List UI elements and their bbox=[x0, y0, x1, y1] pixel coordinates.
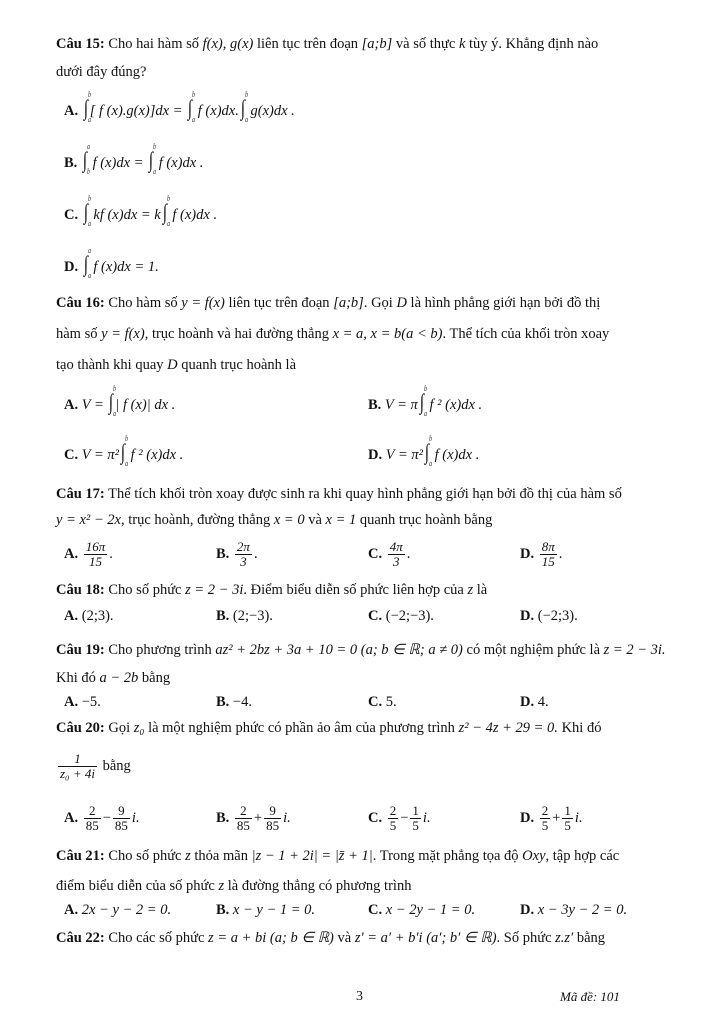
q15-option-a: A. ∫ b a [ f (x).g(x)]dx = ∫ b a f (x)dx.∫ b a g(x)dx . bbox=[64, 90, 295, 124]
q19-option-b: B. −4. bbox=[216, 694, 252, 710]
q15-option-b: B. ∫ a b f (x)dx = ∫ b a f (x)dx . bbox=[64, 142, 204, 176]
q20-stem: Câu 20: Gọi z₀ là một nghiệm phức có phần ảo âm của phương trình z² − 4z + 29 = 0. Khi đó bbox=[56, 720, 602, 736]
q19-option-c: C. 5. bbox=[368, 694, 397, 710]
page-number: 3 bbox=[356, 989, 363, 1004]
q17-option-b: B. $\frac{2\pi}{3}$ . bbox=[216, 539, 258, 569]
q20-option-c: C. $\frac{2}{5}$ − $\frac{1}{5}$ i. bbox=[368, 803, 431, 833]
q18-stem: Câu 18: Cho số phức z = 2 − 3i. Điểm biểu diễn số phức liên hợp của z là bbox=[56, 582, 488, 598]
q16-stem-line3: tạo thành khi quay D quanh trục hoành là bbox=[56, 357, 297, 373]
q21-option-c: C. x − 2y − 1 = 0. bbox=[368, 902, 476, 918]
q19-stem-line2: Khi đó a − 2b bằng bbox=[56, 670, 171, 686]
q18-option-b: B. (2;−3). bbox=[216, 608, 273, 624]
q19-option-d: D. 4. bbox=[520, 694, 549, 710]
q18-option-d: D. (−2;3). bbox=[520, 608, 578, 624]
q18-option-c: C. (−2;−3). bbox=[368, 608, 434, 624]
q15-option-d: D. ∫ a a f (x)dx = 1. bbox=[64, 246, 159, 280]
q16-option-d: D. V = π²∫ b a f (x)dx . bbox=[368, 434, 480, 468]
q19-option-a: A. −5. bbox=[64, 694, 101, 710]
q17-option-a: A. $\frac{16\pi}{15}$ . bbox=[64, 539, 113, 569]
q16-option-b: B. V = π∫ b a f ² (x)dx . bbox=[368, 384, 483, 418]
q21-stem-line2: điểm biểu diễn của số phức z là đường thẳng có phương trình bbox=[56, 878, 412, 894]
q21-option-d: D. x − 3y − 2 = 0. bbox=[520, 902, 628, 918]
q21-option-b: B. x − y − 1 = 0. bbox=[216, 902, 316, 918]
q15-stem: Câu 15: Cho hai hàm số f(x), g(x) liên tục trên đoạn [a;b] và số thực k tùy ý. Khẳng định nào bbox=[56, 36, 599, 52]
q16-stem-line2: hàm số y = f(x), trục hoành và hai đường thẳng x = a, x = b(a < b). Thể tích của khối tròn xoay bbox=[56, 326, 610, 342]
q20-option-d: D. $\frac{2}{5}$ + $\frac{1}{5}$ i. bbox=[520, 803, 583, 833]
q15-option-c: C. ∫ b a kf (x)dx = k∫ b a f (x)dx . bbox=[64, 194, 218, 228]
q17-option-d: D. $\frac{8\pi}{15}$ . bbox=[520, 539, 563, 569]
q16-option-c: C. V = π²∫ b a f ² (x)dx . bbox=[64, 434, 184, 468]
q21-stem: Câu 21: Cho số phức z thỏa mãn |z − 1 + 2i| = |z̄ + 1|. Trong mặt phẳng tọa độ Oxy, tập hợp các bbox=[56, 848, 620, 864]
q20-option-a: A. $\frac{2}{85}$ − $\frac{9}{85}$ i. bbox=[64, 803, 140, 833]
q17-option-c: C. $\frac{4\pi}{3}$ . bbox=[368, 539, 411, 569]
q15-stem-line2: dưới đây đúng? bbox=[56, 64, 147, 80]
q21-option-a: A. 2x − y − 2 = 0. bbox=[64, 902, 172, 918]
q20-option-b: B. $\frac{2}{85}$ + $\frac{9}{85}$ i. bbox=[216, 803, 291, 833]
q16-option-a: A. V = ∫ b a | f (x)| dx . bbox=[64, 384, 176, 418]
q17-stem-line2: y = x² − 2x, trục hoành, đường thẳng x = 0 và x = 1 quanh trục hoành bằng bbox=[56, 512, 493, 528]
q22-stem: Câu 22: Cho các số phức z = a + bi (a; b ∈ ℝ) và z′ = a′ + b′i (a′; b′ ∈ ℝ). Số phức z.z′ bằng bbox=[56, 930, 606, 946]
exam-code: Mã đề: 101 bbox=[560, 989, 620, 1004]
q20-stem-line2: $\frac{1}{\text{z₀ + 4i}}$ bằng bbox=[60, 751, 131, 781]
q17-stem: Câu 17: Thể tích khối tròn xoay được sinh ra khi quay hình phẳng giới hạn bởi đồ thị của hàm số bbox=[56, 486, 622, 502]
q18-option-a: A. (2;3). bbox=[64, 608, 114, 624]
q16-stem: Câu 16: Cho hàm số y = f(x) liên tục trên đoạn [a;b]. Gọi D là hình phẳng giới hạn bởi đồ thị bbox=[56, 295, 601, 311]
q19-stem: Câu 19: Cho phương trình az² + 2bz + 3a + 10 = 0 (a; b ∈ ℝ; a ≠ 0) có một nghiệm phức là z = 2 − 3i. bbox=[56, 642, 666, 658]
